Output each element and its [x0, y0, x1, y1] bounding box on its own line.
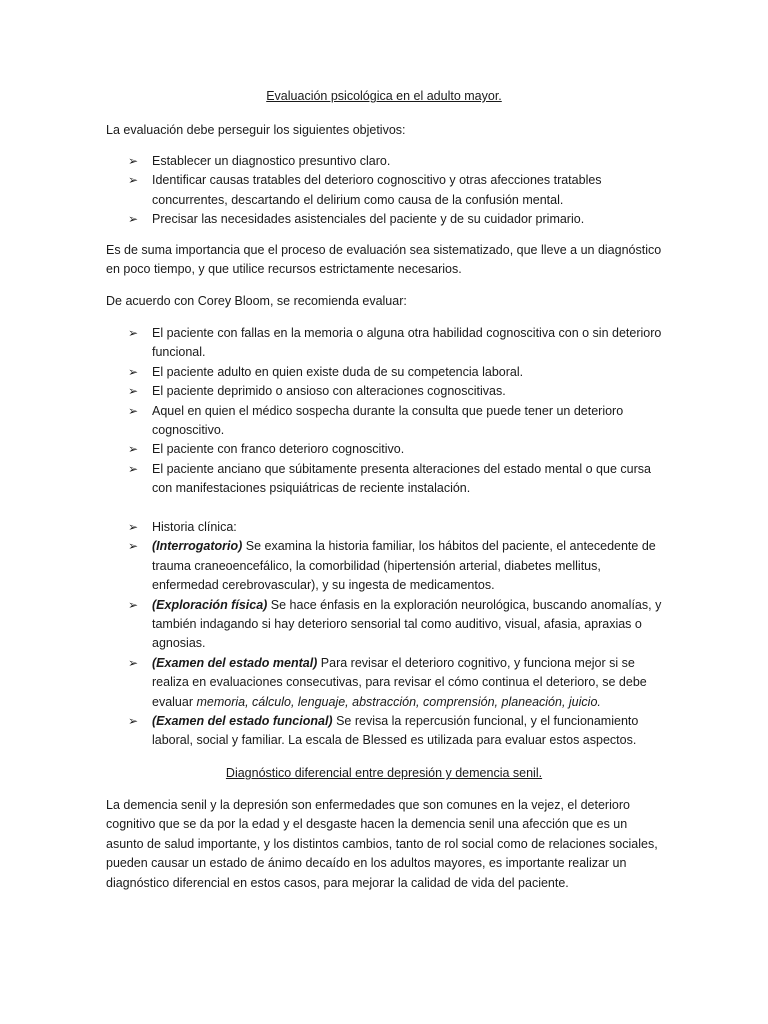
list-item-text: El paciente con franco deterioro cognoscitivo. [152, 442, 405, 457]
list-item [106, 152, 668, 171]
document-title: Evaluación psicológica en el adulto mayor. [266, 89, 502, 103]
arrow-bullet-icon: ➢ [128, 384, 139, 399]
list-item [106, 654, 668, 712]
intro-paragraph: La evaluación debe perseguir los siguientes objetivos: [106, 123, 406, 137]
arrow-bullet-icon: ➢ [128, 326, 139, 340]
list-item [106, 382, 668, 401]
item-text: Se revisa la repercusión funcional, y el funcionamiento laboral, social y familiar. La escala de Blessed es utilizada para evaluar estos aspectos. [152, 714, 639, 748]
list-item [106, 596, 668, 654]
item-label: (Exploración física) [152, 597, 268, 612]
list-item-text: El paciente con fallas en la memoria o alguna otra habilidad cognoscitiva con o sin deterioro funcional. [152, 326, 662, 360]
arrow-bullet-icon: ➢ [128, 364, 139, 379]
list-item [106, 363, 668, 382]
list-item [106, 440, 668, 459]
importance-paragraph: Es de suma importancia que el proceso de evaluación sea sistematizado, que lleve a un diagnóstico en poco tiempo, y que utilice recursos estrictamente necesarios. [106, 243, 662, 277]
bloom-list [106, 324, 668, 499]
arrow-bullet-icon: ➢ [128, 714, 139, 729]
list-item [106, 537, 668, 595]
arrow-bullet-icon: ➢ [128, 461, 139, 476]
list-item [106, 210, 668, 229]
arrow-bullet-icon: ➢ [128, 597, 139, 612]
item-label: (Examen del estado mental) [152, 655, 318, 670]
closing-paragraph: La demencia senil y la depresión son enfermedades que son comunes en la vejez, el deterioro cognitivo que se da por la edad y el desgaste hacen la demencia senil una afección que es un asunto de salud importante, y los distintos cambios, tanto de rol social como de relaciones sociales, pueden causar un estado de ánimo decaído en los adultos mayores, es importante realizar un diagnóstico diferencial en estos casos, para mejorar la calidad de vida del paciente. [106, 798, 658, 890]
arrow-bullet-icon: ➢ [128, 655, 139, 670]
arrow-bullet-icon: ➢ [128, 212, 139, 227]
bloom-intro-paragraph: De acuerdo con Corey Bloom, se recomienda evaluar: [106, 294, 407, 308]
section-title: Diagnóstico diferencial entre depresión y demencia senil. [225, 766, 543, 780]
item-label: (Examen del estado funcional) [152, 714, 333, 729]
arrow-bullet-icon: ➢ [128, 173, 139, 188]
arrow-bullet-icon: ➢ [128, 442, 139, 457]
list-item-text: Establecer un diagnostico presuntivo claro. [152, 154, 391, 168]
list-item-text: El paciente adulto en quien existe duda de su competencia laboral. [152, 364, 524, 379]
arrow-bullet-icon: ➢ [128, 520, 139, 534]
item-text: Se hace énfasis en la exploración neurológica, buscando anomalías, y también indagando si hay deterioro sensorial tal como auditivo, visual, afasia, apraxias o agnosias. [152, 597, 662, 651]
item-label: (Interrogatorio) [152, 539, 243, 554]
list-item-text: El paciente deprimido o ansioso con alteraciones cognoscitivas. [152, 384, 506, 399]
item-text: Para revisar el deterioro cognitivo, y funciona mejor si se realiza en evaluaciones consecutivas, para revisar el cómo continua el deterioro, se debe evaluar [152, 655, 647, 709]
item-text: Se examina la historia familiar, los hábitos del paciente, el antecedente de trauma craneoencefálico, la comorbilidad (hipertensión arterial, diabetes mellitus, enfermedad cerebrovascular), y su ingesta de medicamentos. [152, 539, 656, 593]
arrow-bullet-icon: ➢ [128, 403, 139, 418]
list-item-text: El paciente anciano que súbitamente presenta alteraciones del estado mental o que cursa con manifestaciones psiquiátricas de reciente instalación. [152, 461, 651, 496]
history-heading-text: Historia clínica: [152, 520, 237, 534]
list-item-text: Precisar las necesidades asistenciales del paciente y de su cuidador primario. [152, 212, 585, 227]
objectives-list [106, 152, 668, 230]
list-item [106, 402, 668, 441]
arrow-bullet-icon: ➢ [128, 154, 139, 168]
arrow-bullet-icon: ➢ [128, 539, 139, 554]
list-item-text: Identificar causas tratables del deterioro cognoscitivo y otras afecciones tratables concurrentes, descartando el delirium como causa de la confusión mental. [152, 173, 602, 207]
list-item [106, 324, 668, 363]
history-heading [106, 518, 668, 537]
list-item [106, 712, 668, 751]
list-item [106, 171, 668, 210]
list-item [106, 460, 668, 499]
list-item-text: Aquel en quien el médico sospecha durante la consulta que puede tener un deterioro cognoscitivo. [152, 403, 624, 438]
history-list [106, 518, 668, 751]
item-emphasis: memoria, cálculo, lenguaje, abstracción, comprensión, planeación, juicio. [196, 694, 601, 709]
